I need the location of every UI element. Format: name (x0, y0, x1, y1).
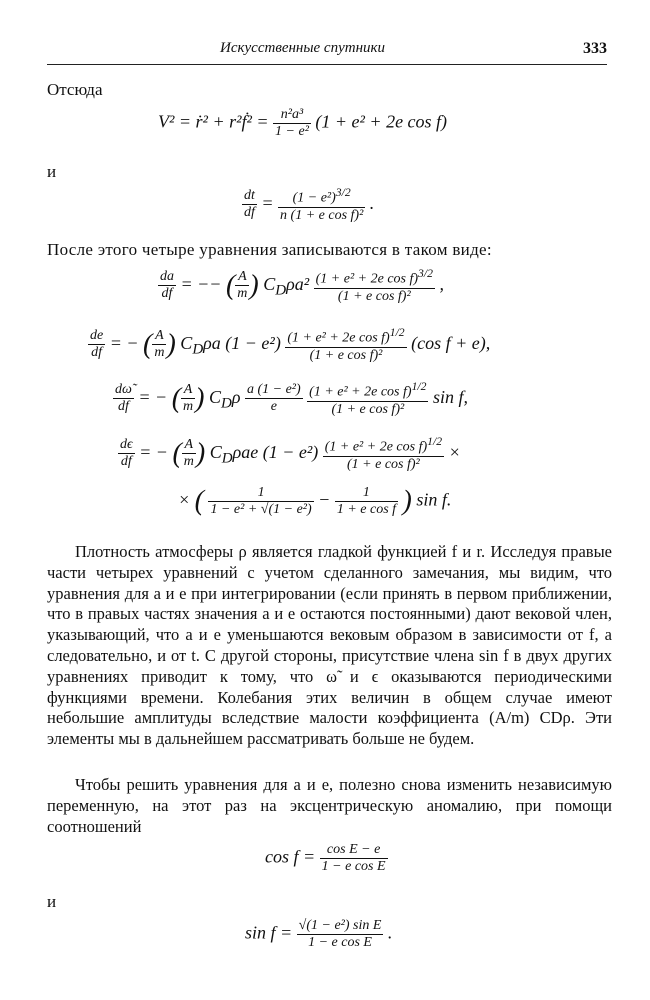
running-header-title: Искусственные спутники (220, 40, 386, 56)
equation-sin-f: sin f = $\frac{\text{√(1 − e²) sin E}}{\text{1 − e cos E}}$ . (245, 918, 393, 950)
equation-cos-f: cos f = $\frac{\text{cos E − e}}{\text{1 − e cos E}}$ (265, 842, 386, 874)
paragraph-eccentric-anomaly: Чтобы решить уравнения для a и e, полезно снова изменить независимую переменную, на этот раз на эксцентрическую аномалию, при помощи соотношений (47, 775, 612, 836)
paragraph-four-equations: После этого четыре уравнения записываются в таком виде: (47, 240, 492, 259)
equation-de-df: $\frac{de}{df}$ = − ( $\frac{A}{m}$ ) $C_D\rho a$ (1 − e²) $\frac{(1 + e^2 + 2e \cos f)^{1/2}}{\text{(1 + e cos f)²}}$ (cos f + e), (90, 326, 491, 363)
header-rule (47, 64, 607, 65)
equation-depsilon-df: $\frac{d\epsilon}{df}$ = − ( $\frac{A}{m}$ ) $C_D\rho ae$ (1 − e²) $\frac{(1 + e^2 + 2e \cos f)^{1/2}}{\text{(1 + e cos f)²}}$ × (120, 435, 461, 472)
intro-word: Отсюда (47, 80, 103, 99)
equation-domega-df: $\frac{d\omegã}{df}$ = − ( $\frac{A}{m}$ ) $C_D\rho$ $\frac{\text{a (1 − e²)}}{e}$ $\frac{(1 + e^2 + 2e \cos f)^{1/2}}{\text{(1 + e cos f)²}}$ sin f, (115, 380, 468, 417)
equation-velocity: V² = ṙ² + r²ḟ² = $\frac{\text{n²a³}}{\text{1 − e²}}$ (1 + e² + 2e cos f) (158, 107, 448, 139)
equation-depsilon-continuation: × ( $\frac{1}{\text{1 − e² + √(1 − e²)}}$ − $\frac{1}{\text{1 + e cos f}}$ ) sin f. (178, 485, 452, 517)
conjunction-and: и (47, 162, 57, 181)
page-number: 333 (583, 40, 607, 57)
equation-dt-df: $\frac{dt}{df}$ = $\frac{(1 - e^2)^{3/2}}{\text{n (1 + e cos f)²}}$ . (244, 186, 375, 223)
paragraph-atmosphere-density: Плотность атмосферы ρ является гладкой функцией f и r. Исследуя правые части четырех уравнений с учетом сделанного замечания, мы видим, что уравнения для a и e при интегрировании (если принять в первом приближении, что в правых частях значения a и e остаются постоянными) дают вековой член, указывающий, что a и e уменьшаются вековым образом в зависимости от f, а следовательно, и от t. С другой стороны, присутствие члена sin f в двух других уравнениях приводит к тому, что ω̃ и ϵ оказываются периодическими функциями времени. Колебания этих величин в общем случае имеют небольшие амплитуды вследствие малости коэффициента (A/m) CDρ. Эти элементы мы в дальнейшем рассматривать больше не будем. (47, 542, 612, 749)
conjunction-and-2: и (47, 892, 57, 911)
equation-da-df: $\frac{da}{df}$ = −− ( $\frac{A}{m}$ ) $C_D\rho a^2$ $\frac{(1 + e^2 + 2e \cos f)^{3/2}}{\text{(1 + e cos f)²}}$ , (160, 267, 444, 304)
